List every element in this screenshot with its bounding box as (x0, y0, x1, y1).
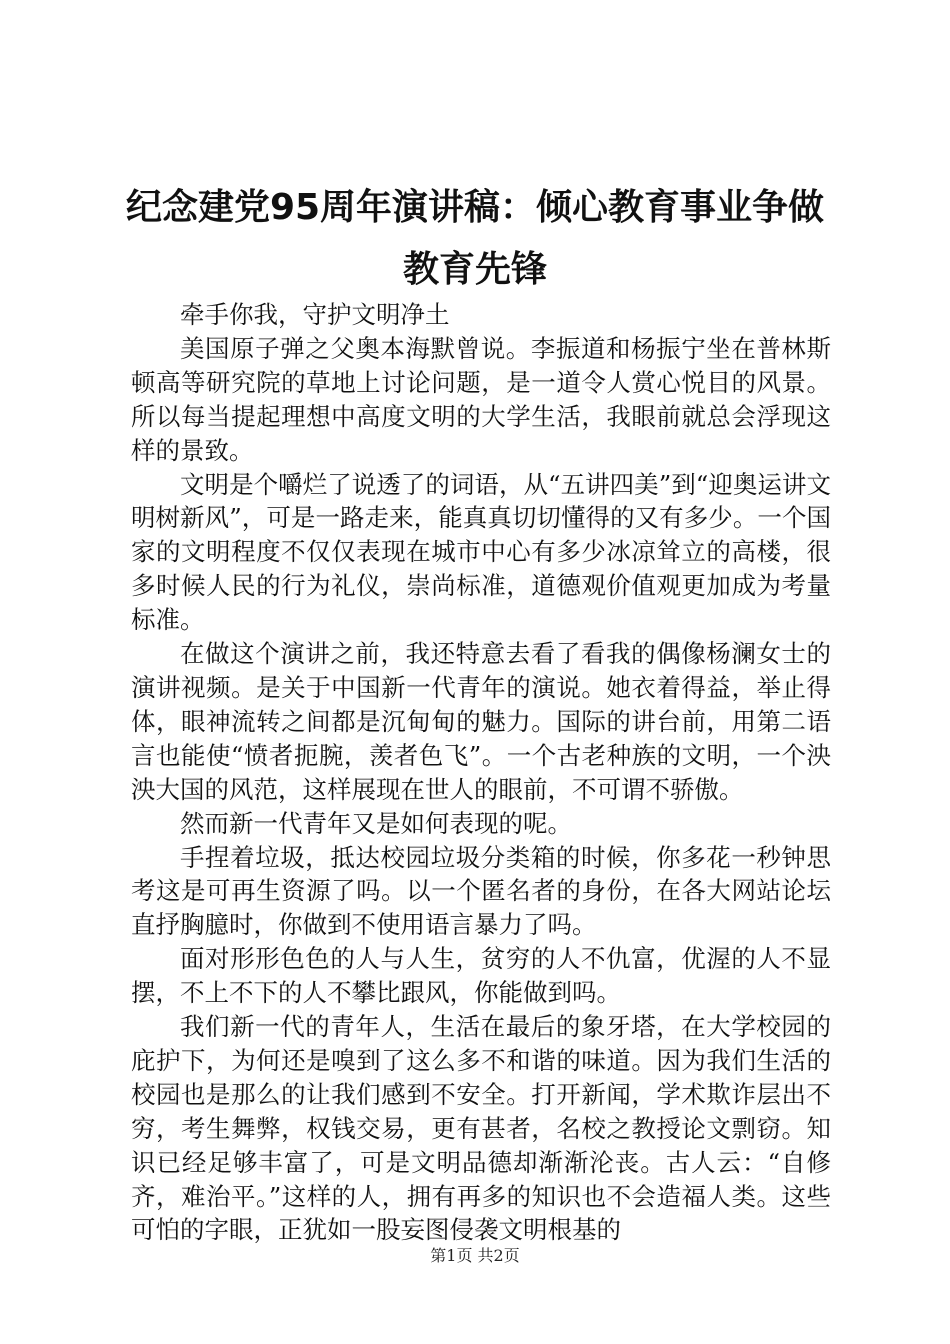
paragraph: 在做这个演讲之前，我还特意去看了看我的偶像杨澜女士的演讲视频。是关于中国新一代青年的演说。她衣着得益，举止得体，眼神流转之间都是沉甸甸的魅力。国际的讲台前，用第二语言也能使“愤者扼腕，羡者色飞”。一个古老种族的文明，一个泱泱大国的风范，这样展现在世人的眼前，不可谓不骄傲。 (131, 639, 831, 804)
paragraph: 我们新一代的青年人，生活在最后的象牙塔，在大学校园的庇护下，为何还是嗅到了这么多不和谐的味道。因为我们生活的校园也是那么的让我们感到不安全。打开新闻，学术欺诈层出不穷，考生舞弊，权钱交易，更有甚者，名校之教授论文剽窃。知识已经足够丰富了，可是文明品德却渐渐沦丧。古人云：“自修齐，难治平。”这样的人，拥有再多的知识也不会造福人类。这些可怕的字眼，正犹如一股妄图侵袭文明根基的 (131, 1012, 831, 1245)
document-title-line-2: 教育先锋 (402, 249, 547, 290)
document-body (131, 298, 831, 1247)
paragraph: 文明是个嚼烂了说透了的词语，从“五讲四美”到“迎奥运讲文明树新风”，可是一路走来，能真真切切懂得的又有多少。一个国家的文明程度不仅仅表现在城市中心有多少冰凉耸立的高楼，很多时候人民的行为礼仪，崇尚标准，道德观价值观更加成为考量标准。 (131, 469, 831, 635)
paragraph: 然而新一代青年又是如何表现的呢。 (180, 808, 572, 838)
paragraph: 面对形形色色的人与人生，贫穷的人不仇富，优渥的人不显摆，不上不下的人不攀比跟风，你能做到吗。 (131, 944, 831, 1008)
paragraph: 美国原子弹之父奥本海默曾说。李振道和杨振宁坐在普林斯顿高等研究院的草地上讨论问题，是一道令人赏心悦目的风景。所以每当提起理想中高度文明的大学生活，我眼前就总会浮现这样的景致。 (131, 333, 831, 465)
document-title-line-1: 纪念建党95周年演讲稿：倾心教育事业争做 (125, 187, 825, 228)
page-footer: 第1页 共2页 (430, 1246, 520, 1265)
paragraph-subtitle: 牵手你我，守护文明净土 (180, 300, 450, 329)
paragraph: 手捏着垃圾，抵达校园垃圾分类箱的时候，你多花一秒钟思考这是可再生资源了吗。以一个匿名者的身份，在各大网站论坛直抒胸臆时，你做到不使用语言暴力了吗。 (131, 842, 831, 940)
